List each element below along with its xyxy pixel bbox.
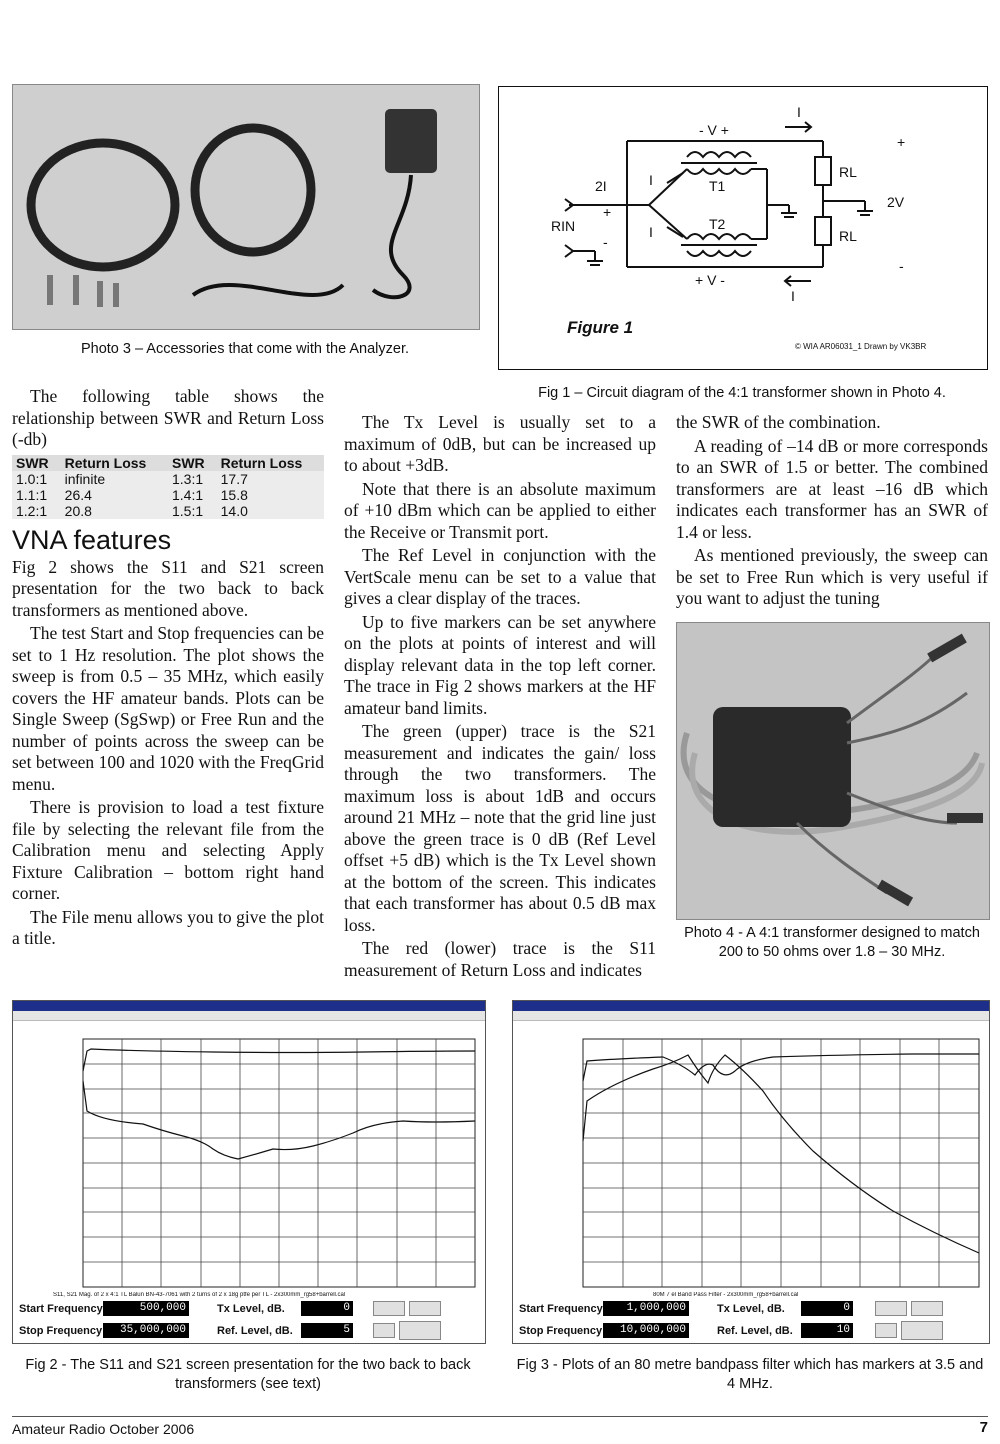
start-frequency-label: Start Frequency: [519, 1303, 603, 1315]
store-button[interactable]: [875, 1323, 897, 1338]
i-down-label: I: [649, 224, 653, 240]
paragraph: A reading of –14 dB or more corresponds to an SWR of 1.5 or better. The combined transformers are at least –16 dB which indicates each transformer has an SWR of 1.4 or less.: [676, 435, 988, 542]
start-frequency-input[interactable]: 1,000,000: [603, 1301, 689, 1316]
paragraph: Up to five markers can be set anywhere on the plots at points of interest and will display relevant data in the top left corner. The trace in Fig 2 shows markers at the HF amateur band limits.: [344, 611, 656, 718]
fig-2-plot: [13, 1021, 485, 1291]
table-cell: 1.5:1: [168, 503, 217, 519]
table-row: [12, 487, 324, 503]
tx-level-label: Tx Level, dB.: [717, 1303, 785, 1315]
vna-menubar: [513, 1011, 989, 1021]
apply-fixture-calibration-button[interactable]: [399, 1321, 441, 1340]
figure-1-title: Figure 1: [567, 318, 634, 337]
paragraph: The File menu allows you to give the plot a title.: [12, 906, 324, 948]
table-cell: 26.4: [61, 487, 168, 503]
tx-level-input[interactable]: 0: [801, 1301, 853, 1316]
free-run-button[interactable]: [409, 1301, 441, 1316]
minus-in-label: -: [603, 234, 608, 250]
figure-1-credit: © WIA AR06031_1 Drawn by VK3BR: [795, 342, 927, 351]
table-cell: 1.3:1: [168, 471, 217, 487]
section-heading: VNA features: [12, 524, 172, 555]
table-cell: 1.2:1: [12, 503, 61, 519]
start-frequency-label: Start Frequency: [19, 1303, 103, 1315]
table-header: SWR: [168, 455, 217, 471]
table-cell: infinite: [61, 471, 168, 487]
table-row: [12, 471, 324, 487]
paragraph: The red (lower) trace is the S11 measurement of Return Loss and indicates: [344, 938, 656, 980]
table-cell: 14.0: [217, 503, 324, 519]
fig-3-vna-screen: [512, 1000, 990, 1344]
table-cell: 17.7: [217, 471, 324, 487]
stop-frequency-input[interactable]: 10,000,000: [603, 1323, 689, 1338]
photo-4-transformer: [676, 622, 990, 920]
apply-fixture-calibration-button[interactable]: [901, 1321, 943, 1340]
circuit-diagram: [499, 87, 987, 369]
page-number: 7: [979, 1419, 988, 1436]
paragraph: The Tx Level is usually set to a maximum of 0dB, but can be increased up to about +3dB.: [344, 412, 656, 475]
i-up-label: I: [649, 172, 653, 188]
two-i-label: 2I: [595, 178, 607, 194]
table-intro: The following table shows the relationship between SWR and Return Loss (-db): [12, 386, 324, 449]
table-cell: 20.8: [61, 503, 168, 519]
plus-in-label: +: [603, 204, 612, 220]
t1-label: T1: [709, 178, 726, 194]
rin-label: RIN: [551, 218, 576, 234]
vna-menubar: [13, 1011, 485, 1021]
sweep-button[interactable]: [373, 1301, 405, 1316]
fig-3-plot: [513, 1021, 989, 1291]
minus-right-label: -: [899, 258, 904, 274]
store-button[interactable]: [373, 1323, 395, 1338]
rl-bottom-label: RL: [839, 228, 857, 244]
start-frequency-input[interactable]: 500,000: [103, 1301, 189, 1316]
paragraph: As mentioned previously, the sweep can be set to Free Run which is very useful if you want to adjust the tuning: [676, 545, 988, 608]
paragraph: Note that there is an absolute maximum of +10 dBm which can be applied to either the Receive or Transmit port.: [344, 478, 656, 542]
table-row: [12, 503, 324, 519]
stop-frequency-label: Stop Frequency: [519, 1325, 603, 1337]
figure-1-box: [498, 86, 988, 370]
fig-3-plot-title: 80M 7 el Band Pass Filter - 2x300mm_rg58+barrell.cal: [653, 1292, 799, 1298]
photo-3-caption: Photo 3 – Accessories that come with the Analyzer.: [80, 341, 410, 357]
column-2: [344, 412, 656, 983]
ref-level-label: Ref. Level, dB.: [717, 1325, 793, 1337]
ref-level-input[interactable]: 5: [301, 1323, 353, 1338]
column-1: [12, 386, 324, 952]
figure-1-caption: Fig 1 – Circuit diagram of the 4:1 transformer shown in Photo 4.: [538, 385, 946, 401]
stop-frequency-input[interactable]: 35,000,000: [103, 1323, 189, 1338]
fig-3-caption: Fig 3 - Plots of an 80 metre bandpass filter which has markers at 3.5 and 4 MHz.: [516, 1357, 984, 1392]
two-v-label: 2V: [887, 194, 905, 210]
paragraph: There is provision to load a test fixture file by selecting the relevant file from the Calibration menu and selecting Apply Fixture Calibration – bottom right hand corner.: [12, 797, 324, 903]
photo-3-accessories: [12, 84, 480, 330]
fig-2-vna-screen: [12, 1000, 486, 1344]
v-top-label: - V +: [699, 122, 729, 138]
plus-right-label: +: [897, 134, 906, 150]
table-cell: 15.8: [217, 487, 324, 503]
ref-level-label: Ref. Level, dB.: [217, 1325, 293, 1337]
table-cell: 1.1:1: [12, 487, 61, 503]
v-bottom-label: + V -: [695, 272, 725, 288]
paragraph: the SWR of the combination.: [676, 412, 881, 432]
paragraph: The test Start and Stop frequencies can be set to 1 Hz resolution. The plot shows the sweep is from 0.5 – 35 MHz, which easily covers the HF amateur bands. Plots can be Single Sweep (SgSwp) or Free Run and the number of points across the sweep can be set between 100 and 1020 with the FreqGrid menu.: [12, 623, 324, 794]
table-header: Return Loss: [61, 455, 168, 471]
vna-titlebar: [13, 1001, 485, 1011]
paragraph: The Ref Level in conjunction with the VertScale menu can be set to a value that gives a clear display of the traces.: [344, 545, 656, 608]
table-cell: 1.0:1: [12, 471, 61, 487]
tx-level-label: Tx Level, dB.: [217, 1303, 285, 1315]
paragraph: Fig 2 shows the S11 and S21 screen presentation for the two back to back transformers as mentioned above.: [12, 556, 324, 620]
rl-top-label: RL: [839, 164, 857, 180]
i-bottom-label: I: [791, 288, 795, 304]
table-header: Return Loss: [217, 455, 324, 471]
table-header-row: [12, 455, 324, 471]
sweep-button[interactable]: [875, 1301, 907, 1316]
i-top-label: I: [797, 104, 801, 120]
table-cell: 1.4:1: [168, 487, 217, 503]
swr-return-loss-table: [12, 455, 324, 519]
free-run-button[interactable]: [911, 1301, 943, 1316]
fig-2-caption: Fig 2 - The S11 and S21 screen presentation for the two back to back transformers (see text): [25, 1357, 471, 1392]
fig-2-plot-title: S11, S21 Mag. of 2 x 4:1 TL Balun BN-43-7061 with 2 turns of 2 x 18g ptfe per TL - 2x300mm_rg58+barrell.cal: [53, 1292, 346, 1298]
photo-4-caption: Photo 4 - A 4:1 transformer designed to match 200 to 50 ohms over 1.8 – 30 MHz.: [684, 925, 980, 960]
t2-label: T2: [709, 216, 726, 232]
paragraph: The green (upper) trace is the S21 measurement and indicates the gain/ loss through the two transformers. The maximum loss is about 1dB and occurs around 21 MHz – note that the grid line just above the green trace is 0 dB (Ref Level offset +5 dB) which is the Tx Level shown at the bottom of the screen. This indicates that each transformer has about 0.5 dB max loss.: [344, 721, 656, 935]
footer-publication: Amateur Radio October 2006: [12, 1421, 195, 1437]
ref-level-input[interactable]: 10: [801, 1323, 853, 1338]
tx-level-input[interactable]: 0: [301, 1301, 353, 1316]
footer-rule: [12, 1416, 988, 1417]
column-3: [676, 412, 988, 612]
transformer-illustration: [677, 623, 989, 919]
table-header: SWR: [12, 455, 61, 471]
accessories-illustration: [13, 85, 479, 329]
vna-titlebar: [513, 1001, 989, 1011]
stop-frequency-label: Stop Frequency: [19, 1325, 103, 1337]
